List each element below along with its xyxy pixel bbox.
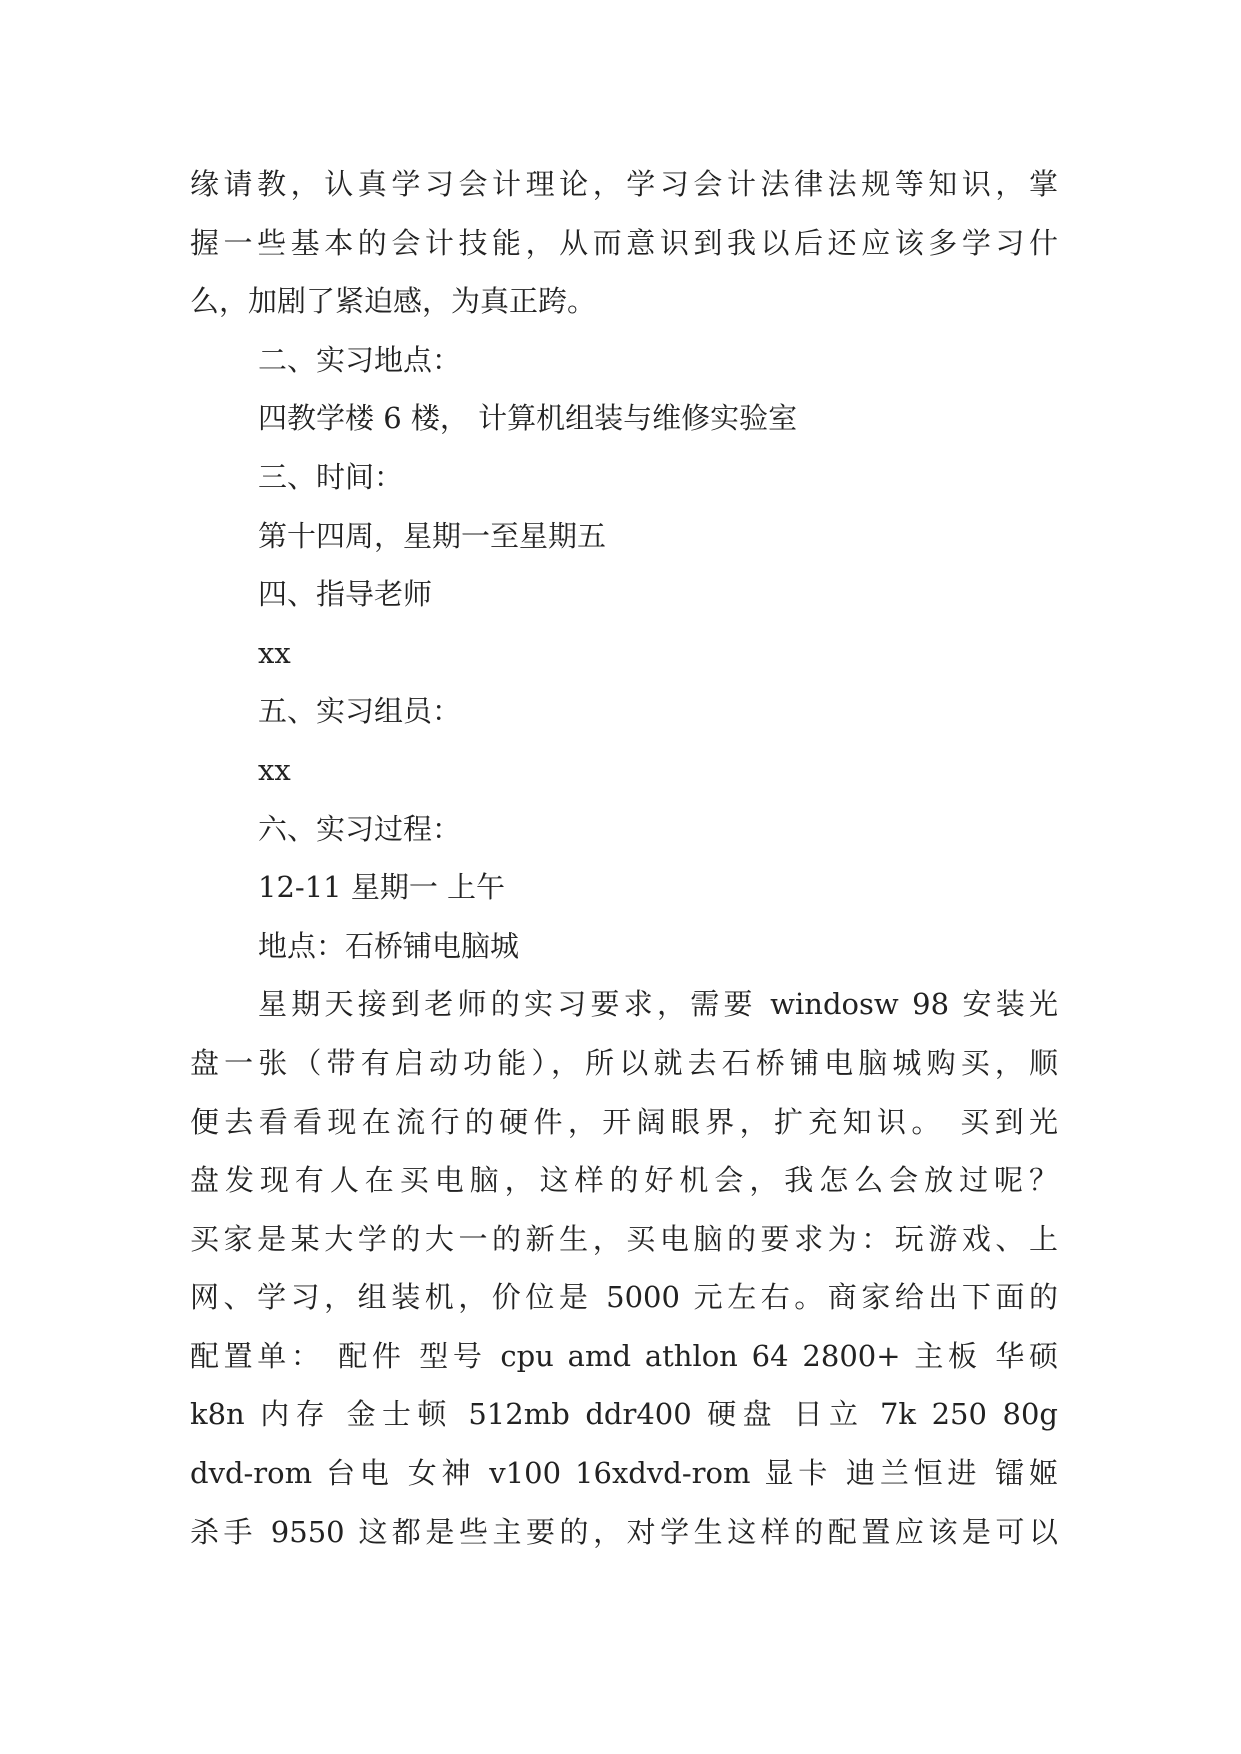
process-date: 12-11 星期一 上午 <box>258 870 506 905</box>
process-line-5: 买家是某大学的大一的新生，买电脑的要求为：玩游戏、上 <box>190 1221 1058 1256</box>
process-line-7: 配置单： 配件 型号 cpu amd athlon 64 2800+ 主板 华硕 <box>190 1338 1058 1373</box>
process-line-2: 盘一张（带有启动功能），所以就去石桥铺电脑城购买，顺 <box>190 1045 1058 1080</box>
process-line-4: 盘发现有人在买电脑，这样的好机会，我怎么会放过呢？ <box>190 1163 1058 1198</box>
section-heading-location: 二、实习地点： <box>258 342 462 377</box>
section-heading-time: 三、时间： <box>258 459 404 494</box>
section-content-teacher: xx <box>258 635 291 670</box>
section-content-members: xx <box>258 752 291 787</box>
process-line-8: k8n 内存 金士顿 512mb ddr400 硬盘 日立 7k 250 80g <box>190 1397 1058 1432</box>
section-heading-members: 五、实习组员： <box>258 694 462 729</box>
intro-line-1: 缘请教，认真学习会计理论，学习会计法律法规等知识，掌 <box>190 167 1058 201</box>
section-heading-teacher: 四、指导老师 <box>258 577 433 612</box>
process-line-9: dvd-rom 台电 女神 v100 16xdvd-rom 显卡 迪兰恒进 镭姬 <box>190 1456 1058 1491</box>
process-line-6: 网、学习，组装机，价位是 5000 元左右。商家给出下面的 <box>190 1280 1058 1315</box>
intro-line-2: 握一些基本的会计技能，从而意识到我以后还应该多学习什 <box>190 225 1058 260</box>
process-line-10: 杀手 9550 这都是些主要的，对学生这样的配置应该是可以 <box>190 1514 1058 1549</box>
process-line-1: 星期天接到老师的实习要求，需要 windosw 98 安装光 <box>258 987 1058 1022</box>
process-place: 地点：石桥铺电脑城 <box>258 928 520 963</box>
process-line-3: 便去看看现在流行的硬件，开阔眼界，扩充知识。 买到光 <box>190 1104 1058 1139</box>
document-page <box>190 155 1058 1561</box>
intro-line-3: 么，加剧了紧迫感，为真正跨。 <box>190 284 597 319</box>
section-content-time: 第十四周，星期一至星期五 <box>258 518 607 553</box>
section-heading-process: 六、实习过程： <box>258 811 462 846</box>
section-content-location: 四教学楼 6 楼， 计算机组装与维修实验室 <box>258 401 798 436</box>
